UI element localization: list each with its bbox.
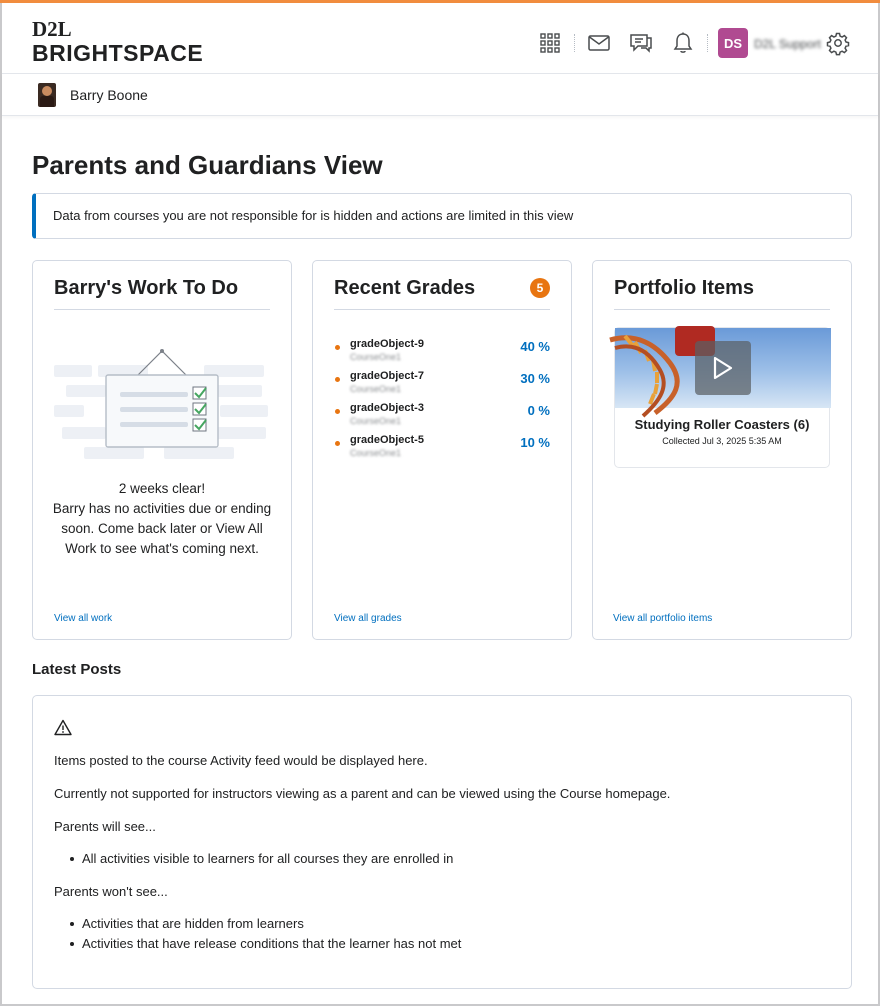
user-name[interactable]: D2L Support [754,37,821,51]
separator [707,34,708,52]
list-item: Activities that are hidden from learners [82,914,461,934]
view-all-work-link[interactable]: View all work [54,613,113,624]
child-avatar[interactable] [38,83,56,107]
portfolio-item-date: Collected Jul 3, 2025 5:35 AM [662,436,782,446]
portfolio-item[interactable] [614,327,830,468]
user-avatar[interactable]: DS [718,28,748,58]
grade-name[interactable]: gradeObject-3 [350,402,424,414]
grade-course: CourseOne1 [350,384,402,394]
work-to-do-card [32,260,292,640]
grade-list [334,338,550,466]
posts-info-line: Items posted to the course Activity feed would be displayed here. [54,753,428,768]
grade-item[interactable] [334,370,550,402]
gear-icon[interactable] [820,25,856,61]
mail-icon[interactable] [581,25,617,61]
view-all-grades-link[interactable]: View all grades [334,613,402,624]
grade-item[interactable] [334,402,550,434]
grade-name[interactable]: gradeObject-5 [350,434,424,446]
grade-value: 40 % [520,339,550,354]
posts-info-line: Currently not supported for instructors viewing as a parent and can be viewed using the Course homepage. [54,786,671,801]
grade-item[interactable] [334,434,550,466]
new-indicator-dot [335,441,340,446]
chat-icon[interactable] [623,25,659,61]
latest-posts-heading: Latest Posts [32,661,122,678]
latest-posts-panel [32,695,852,989]
new-indicator-dot [335,409,340,414]
grade-value: 0 % [527,403,550,418]
top-navbar [2,3,878,74]
divider [614,309,830,310]
grades-count-badge: 5 [530,278,550,298]
portfolio-item-title[interactable]: Studying Roller Coasters (6) [634,417,810,432]
portfolio-items-card [592,260,852,640]
card-title: Portfolio Items [614,277,755,299]
list-item: Activities that have release conditions that the learner has not met [82,934,461,954]
divider [334,309,550,310]
empty-state-message [47,479,277,559]
will-see-heading: Parents will see... [54,819,156,834]
separator [574,34,575,52]
portfolio-thumbnail[interactable] [615,328,831,408]
empty-state-body: Barry has no activities due or ending soon. Come back later or View All Work to see what's coming next. [52,501,272,556]
recent-grades-card [312,260,572,640]
grade-name[interactable]: gradeObject-9 [350,338,424,350]
child-selector-bar [2,74,878,116]
grade-course: CourseOne1 [350,352,402,362]
grade-course: CourseOne1 [350,416,402,426]
navbar-actions [532,25,856,61]
list-item: All activities visible to learners for all courses they are enrolled in [82,849,453,869]
play-icon[interactable] [695,341,751,395]
wont-see-list [82,914,461,954]
wont-see-heading: Parents won't see... [54,884,168,899]
logo-brightspace[interactable]: BRIGHTSPACE [32,40,204,66]
new-indicator-dot [335,377,340,382]
empty-state-heading: 2 weeks clear! [118,481,206,496]
divider [54,309,270,310]
view-all-portfolio-link[interactable]: View all portfolio items [613,613,713,624]
child-name[interactable]: Barry Boone [70,87,148,103]
checklist-illustration [54,341,272,466]
grade-value: 30 % [520,371,550,386]
info-alert: Data from courses you are not responsible for is hidden and actions are limited in this view [32,193,852,239]
grade-item[interactable] [334,338,550,370]
grade-course: CourseOne1 [350,448,402,458]
grade-name[interactable]: gradeObject-7 [350,370,424,382]
apps-grid-icon[interactable] [532,25,568,61]
logo-d2l[interactable]: D2L [32,17,72,41]
warning-icon [54,719,72,739]
card-title: Recent Grades [334,277,476,299]
new-indicator-dot [335,345,340,350]
card-title: Barry's Work To Do [54,277,239,299]
grade-value: 10 % [520,435,550,450]
bell-icon[interactable] [665,25,701,61]
will-see-list [82,849,453,869]
page-title: Parents and Guardians View [32,150,383,180]
